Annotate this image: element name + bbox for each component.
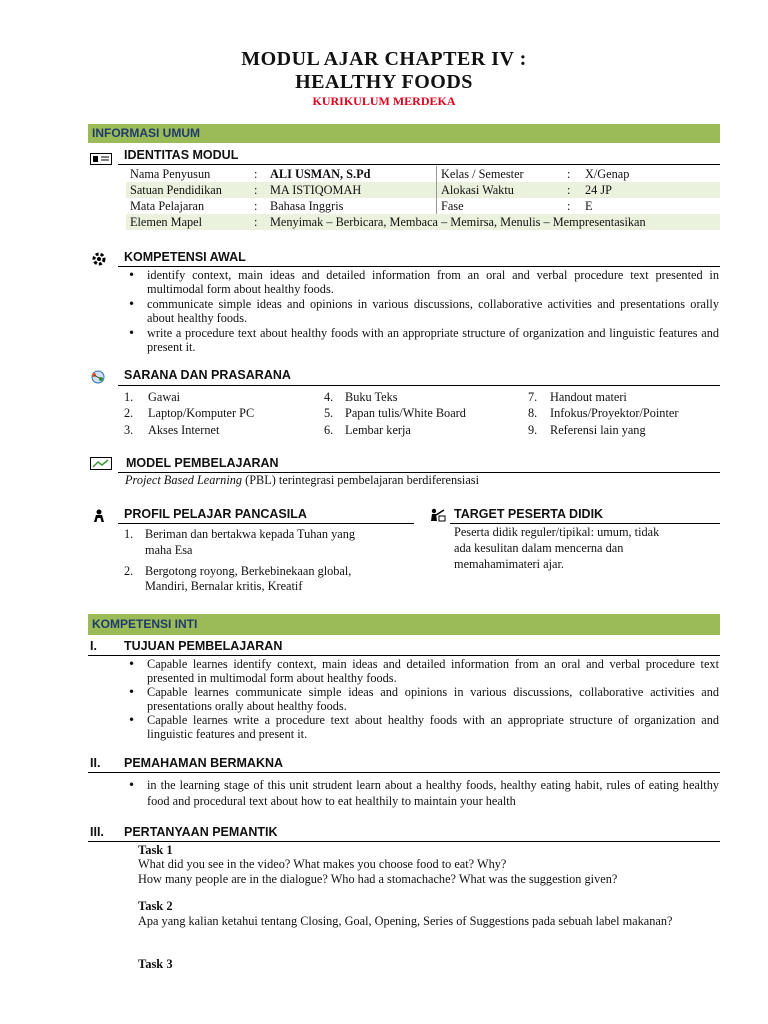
table-row (126, 214, 720, 230)
value-alokasi-waktu: 24 JP (581, 182, 720, 198)
task1-title: Task 1 (138, 843, 173, 857)
kompetensi-awal-item: communicate simple ideas and opinions in various discussions, collaborative activities and presentations orally about healthy foods. (147, 297, 719, 325)
model-italic: Project Based Learning (125, 473, 243, 487)
item: Infokus/Proyektor/Pointer (550, 406, 679, 421)
divider (88, 772, 720, 773)
pemahaman-text: in the learning stage of this unit strudent learn about a healthy foods, healthy eating habit, rules of eating healthy food and procedural text about how to eat healthily to maintain your health (147, 778, 719, 808)
item: Akses Internet (148, 422, 220, 437)
num: 2. (124, 406, 134, 421)
list-item (124, 406, 720, 423)
value-elemen-mapel: Menyimak – Berbicara, Membaca – Memirsa, Menulis – Mempresentasikan (266, 214, 720, 230)
divider (118, 266, 720, 267)
profil-item-line: maha Esa (145, 543, 193, 557)
model-rest: (PBL) terintegrasi pembelajaran berdiferensiasi (242, 473, 479, 487)
task2-title: Task 2 (138, 899, 173, 913)
title-line-1: MODUL AJAR CHAPTER IV : (241, 48, 527, 70)
model-text (125, 473, 479, 488)
divider (118, 385, 720, 386)
whiteboard-icon (90, 456, 112, 475)
kompetensi-inti-band: KOMPETENSI INTI (88, 614, 720, 635)
pertanyaan-title: PERTANYAAN PEMANTIK (124, 825, 278, 839)
colon: : (254, 199, 258, 213)
tujuan-title: TUJUAN PEMBELAJARAN (124, 639, 283, 653)
divider (118, 164, 720, 165)
divider (88, 841, 720, 842)
colon: : (563, 182, 581, 198)
bullet: • (128, 326, 136, 340)
item: Laptop/Komputer PC (148, 406, 255, 421)
value-nama-penyusun: ALI USMAN, S.Pd (270, 167, 371, 181)
identitas-table (126, 166, 720, 230)
label-alokasi-waktu: Alokasi Waktu (437, 182, 564, 198)
bullet: • (128, 778, 136, 792)
network-icon (90, 369, 106, 388)
kompetensi-awal-title: KOMPETENSI AWAL (124, 250, 246, 264)
item: Lembar kerja (345, 422, 411, 437)
sarana-list (124, 389, 720, 439)
colon: : (254, 167, 258, 181)
item: Gawai (148, 389, 181, 404)
profil-num: 1. (124, 527, 134, 541)
item: Handout materi (550, 389, 627, 404)
target-text-line: memahamimateri ajar. (454, 557, 564, 571)
target-text-line: ada kesulitan dalam mencerna dan (454, 541, 624, 555)
model-title: MODEL PEMBELAJARAN (126, 456, 279, 470)
label-kelas-semester: Kelas / Semester (437, 166, 564, 182)
table-row (126, 182, 720, 198)
bullet: • (128, 713, 136, 727)
task1-line: What did you see in the video? What makes you choose food to eat? Why? (138, 857, 507, 871)
num: 4. (324, 389, 334, 404)
colon: : (250, 182, 266, 198)
profil-item-line: Beriman dan bertakwa kepada Tuhan yang (145, 527, 356, 541)
value-satuan-pendidikan: MA ISTIQOMAH (266, 182, 437, 198)
label-elemen-mapel: Elemen Mapel (126, 214, 250, 230)
profil-num: 2. (124, 564, 134, 578)
id-card-icon (90, 150, 112, 169)
identitas-modul-title: IDENTITAS MODUL (124, 148, 239, 162)
people-icon (92, 508, 106, 527)
section-number: III. (90, 825, 104, 839)
tujuan-item: Capable learnes write a procedure text about healthy foods with an appropriate structure of organization and linguistic features and present it. (147, 713, 719, 741)
task2-text: Apa yang kalian ketahui tentang Closing, Goal, Opening, Series of Suggestions pada sebuah label makanan? (138, 914, 673, 928)
value-mata-pelajaran: Bahasa Inggris (270, 199, 344, 213)
kompetensi-awal-item: write a procedure text about healthy foods with an appropriate structure of organization and linguistic features and present it. (147, 326, 719, 354)
sarana-title: SARANA DAN PRASARANA (124, 368, 291, 382)
task1-line: How many people are in the dialogue? Who had a stomachache? What was the suggestion given? (138, 872, 618, 886)
target-text-line: Peserta didik reguler/tipikal: umum, tidak (454, 525, 660, 539)
section-number: II. (90, 756, 101, 770)
informasi-umum-band: INFORMASI UMUM (88, 124, 720, 143)
pemahaman-title: PEMAHAMAN BERMAKNA (124, 756, 284, 770)
divider (118, 523, 414, 524)
profil-item-line: Bergotong royong, Berkebinekaan global, (145, 564, 352, 578)
section-number: I. (90, 639, 97, 653)
value-kelas-semester: X/Genap (585, 167, 630, 181)
item: Buku Teks (345, 389, 398, 404)
divider (450, 523, 720, 524)
label-satuan-pendidikan: Satuan Pendidikan (126, 182, 250, 198)
list-item (124, 422, 720, 439)
tujuan-item: Capable learnes communicate simple ideas and opinions in various discussions, collaborative activities and presentations orally about healthy foods. (147, 685, 719, 713)
profil-item-line: Mandiri, Bernalar kritis, Kreatif (145, 579, 303, 593)
num: 5. (324, 406, 334, 421)
label-fase: Fase (437, 198, 564, 214)
table-row (126, 198, 720, 214)
item: Papan tulis/White Board (345, 406, 466, 421)
subtitle: KURIKULUM MERDEKA (312, 94, 456, 108)
num: 8. (528, 406, 538, 421)
kompetensi-awal-item: identify context, main ideas and detailed information from an oral and verbal procedure text presented in multimodal form about healthy foods. (147, 268, 719, 296)
num: 3. (124, 422, 134, 437)
bullet: • (128, 657, 136, 671)
colon: : (567, 167, 571, 181)
tujuan-item: Capable learnes identify context, main ideas and detailed information from an oral and verbal procedure text presented in multimodal form about healthy foods. (147, 657, 719, 685)
num: 9. (528, 422, 538, 437)
table-row (126, 166, 720, 182)
task3-title: Task 3 (138, 957, 173, 971)
num: 1. (124, 389, 134, 404)
teacher-icon (430, 507, 446, 526)
bullet: • (128, 685, 136, 699)
divider (88, 655, 720, 656)
colon: : (250, 214, 266, 230)
num: 7. (528, 389, 538, 404)
value-fase: E (585, 199, 593, 213)
gear-icon (92, 251, 106, 270)
item: Referensi lain yang (550, 422, 646, 437)
title-line-2: HEALTHY FOODS (295, 71, 473, 93)
target-title: TARGET PESERTA DIDIK (454, 507, 604, 521)
profil-title: PROFIL PELAJAR PANCASILA (124, 507, 307, 521)
num: 6. (324, 422, 334, 437)
list-item (124, 389, 720, 406)
bullet: • (128, 268, 136, 282)
bullet: • (128, 297, 136, 311)
label-nama-penyusun: Nama Penyusun (130, 167, 211, 181)
colon: : (567, 199, 571, 213)
label-mata-pelajaran: Mata Pelajaran (130, 199, 205, 213)
